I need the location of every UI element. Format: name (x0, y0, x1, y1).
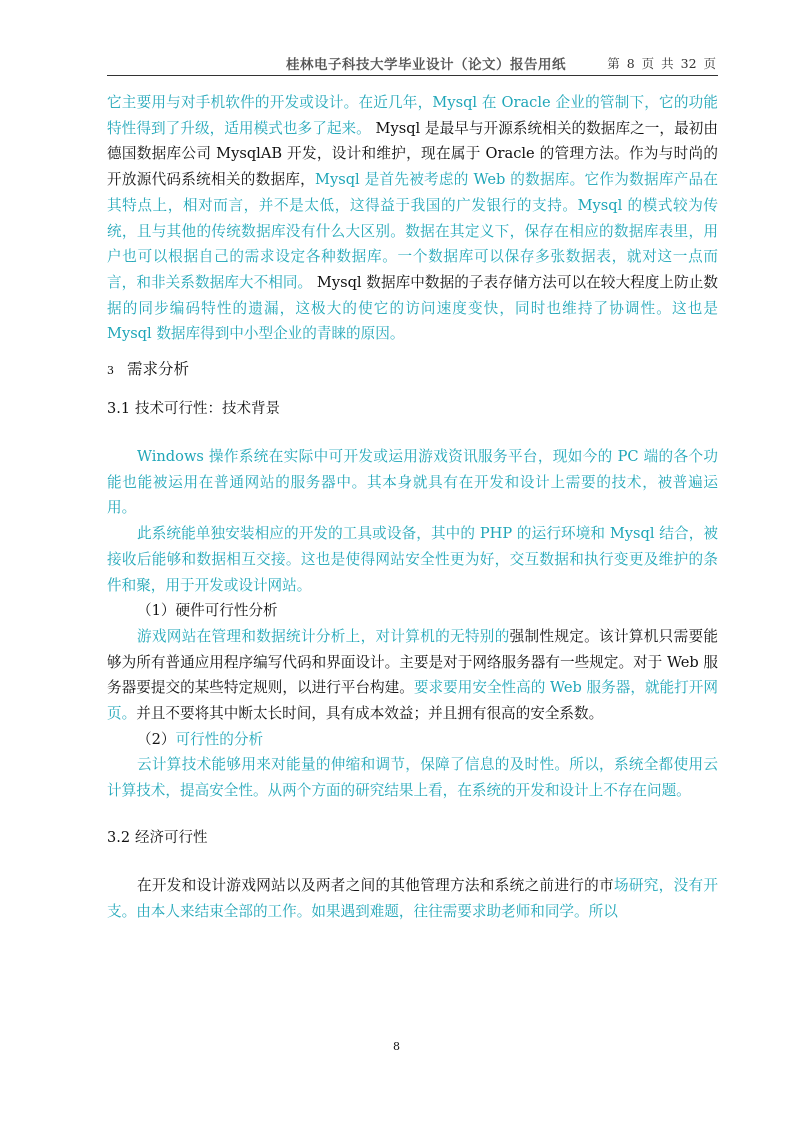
page-body (107, 90, 718, 924)
section-3-2-paragraph-1 (107, 873, 718, 924)
s32-part-1: 在开发和设计游戏网站以及两者之间的其他管理方法和系统之前进行的市 (137, 876, 614, 894)
intro-sentence-1: 它主要用与对手机软件的开发或设计。在近几年，Mysql 在 Oracle 企业的管制下，它的功能特性得到了升级，适用模式也多了起来。 (107, 94, 718, 137)
page-info: 第 8 页 共 32 页 (607, 56, 716, 71)
section-3-2-number: 3.2 (107, 829, 131, 846)
page-number-footer: 8 (393, 1040, 400, 1053)
section-3-1-paragraph-4: 云计算技术能够用来对能量的伸缩和调节，保障了信息的及时性。所以，系统全都使用云计算技术，提高安全性。从两个方面的研究结果上看，在系统的开发和设计上不存在问题。 (107, 756, 718, 800)
page-header (107, 53, 718, 75)
section-3-2-heading (107, 826, 718, 847)
p3-part-3: 要求要用安全性高的 Web 服务器，就能打开网页。 (107, 679, 718, 723)
subheading-feasibility-analysis (107, 727, 718, 753)
school-report-title: 桂林电子科技大学毕业设计（论文）报告用纸 (286, 57, 566, 73)
section-3-title: 需求分析 (127, 360, 190, 379)
subheading-2-text: 可行性的分析 (175, 730, 264, 748)
section-3-1-paragraph-2: 此系统能单独安装相应的开发的工具或设备，其中的 PHP 的运行环境和 Mysql 结合，被接收后能够和数据相互交接。这也是使得网站安全性更为好，交互数据和执行变更及维护的条件和聚，用于开发或设计网站。 (107, 525, 718, 594)
section-3-2-title: 经济可行性 (135, 829, 208, 846)
intro-sentence-6: 据的同步编码特性的遗漏，这极大的使它的访问速度变快，同时也维持了协调性。这也是 Mysql 数据库得到中小型企业的青睐的原因。 (107, 299, 718, 343)
intro-sentence-5: Mysql 数据库中数据的子表存储方法可以在较大程度上防止数 (312, 273, 718, 291)
section-3-number: 3 (107, 364, 114, 378)
section-3-1-number: 3.1 (107, 401, 131, 418)
section-3-heading (107, 353, 718, 385)
s32-part-2: 场研究，没有开支。由本人来结束全部的工作。如果遇到难题，往往需要求助老师和同学。所以 (107, 876, 718, 920)
intro-sentence-4: 数据在其定义下，保存在相应的数据库表里，用户也可以根据自己的需求设定各种数据库。一个数据库可以保存多张数据表，就对这一点而言，和非关系数据库大不相同。 (107, 222, 718, 291)
intro-sentence-3: Mysql 是首先被考虑的 Web 的数据库。它作为数据库产品在其特点上，相对而言，并不是太低，这得益于我国的广发银行的支持。Mysql 的模式较为传统，且与其他的传统数据库没有什么大区别。 (107, 171, 718, 240)
header-rule (107, 75, 718, 76)
p3-part-4: 并且不要将其中断太长时间，具有成本效益；并且拥有很高的安全系数。 (136, 705, 604, 723)
intro-sentence-2: Mysql 是最早与开源系统相关的数据库之一，最初由德国数据库公司 MysqlAB 开发，设计和维护，现在属于 Oracle 的管理方法。作为与时尚的开放源代码系统相关的数据库， (107, 119, 718, 189)
section-3-1-title: 技术可行性：技术背景 (135, 401, 280, 418)
subheading-2-number: （2） (137, 730, 176, 748)
section-3-1-paragraph-3 (107, 624, 718, 727)
p3-part-2: 强制性规定。该计算机只需要能够为所有普通应用程序编写代码和界面设计。主要是对于网络服务器有一些规定。对于 Web 服务器要提交的某些特定规则，以进行平台构建。 (107, 627, 718, 697)
intro-paragraph (107, 90, 718, 347)
p3-part-1: 游戏网站在管理和数据统计分析上，对计算机的无特别的 (137, 627, 510, 645)
section-3-1-paragraph-1: Windows 操作系统在实际中可开发或运用游戏资讯服务平台，现如今的 PC 端的各个功能也能被运用在普通网站的服务器中。其本身就具有在开发和设计上需要的技术，被普遍运用。 (107, 448, 718, 517)
subheading-hardware-feasibility: （1）硬件可行性分析 (137, 602, 278, 620)
section-3-1-heading (107, 397, 718, 418)
